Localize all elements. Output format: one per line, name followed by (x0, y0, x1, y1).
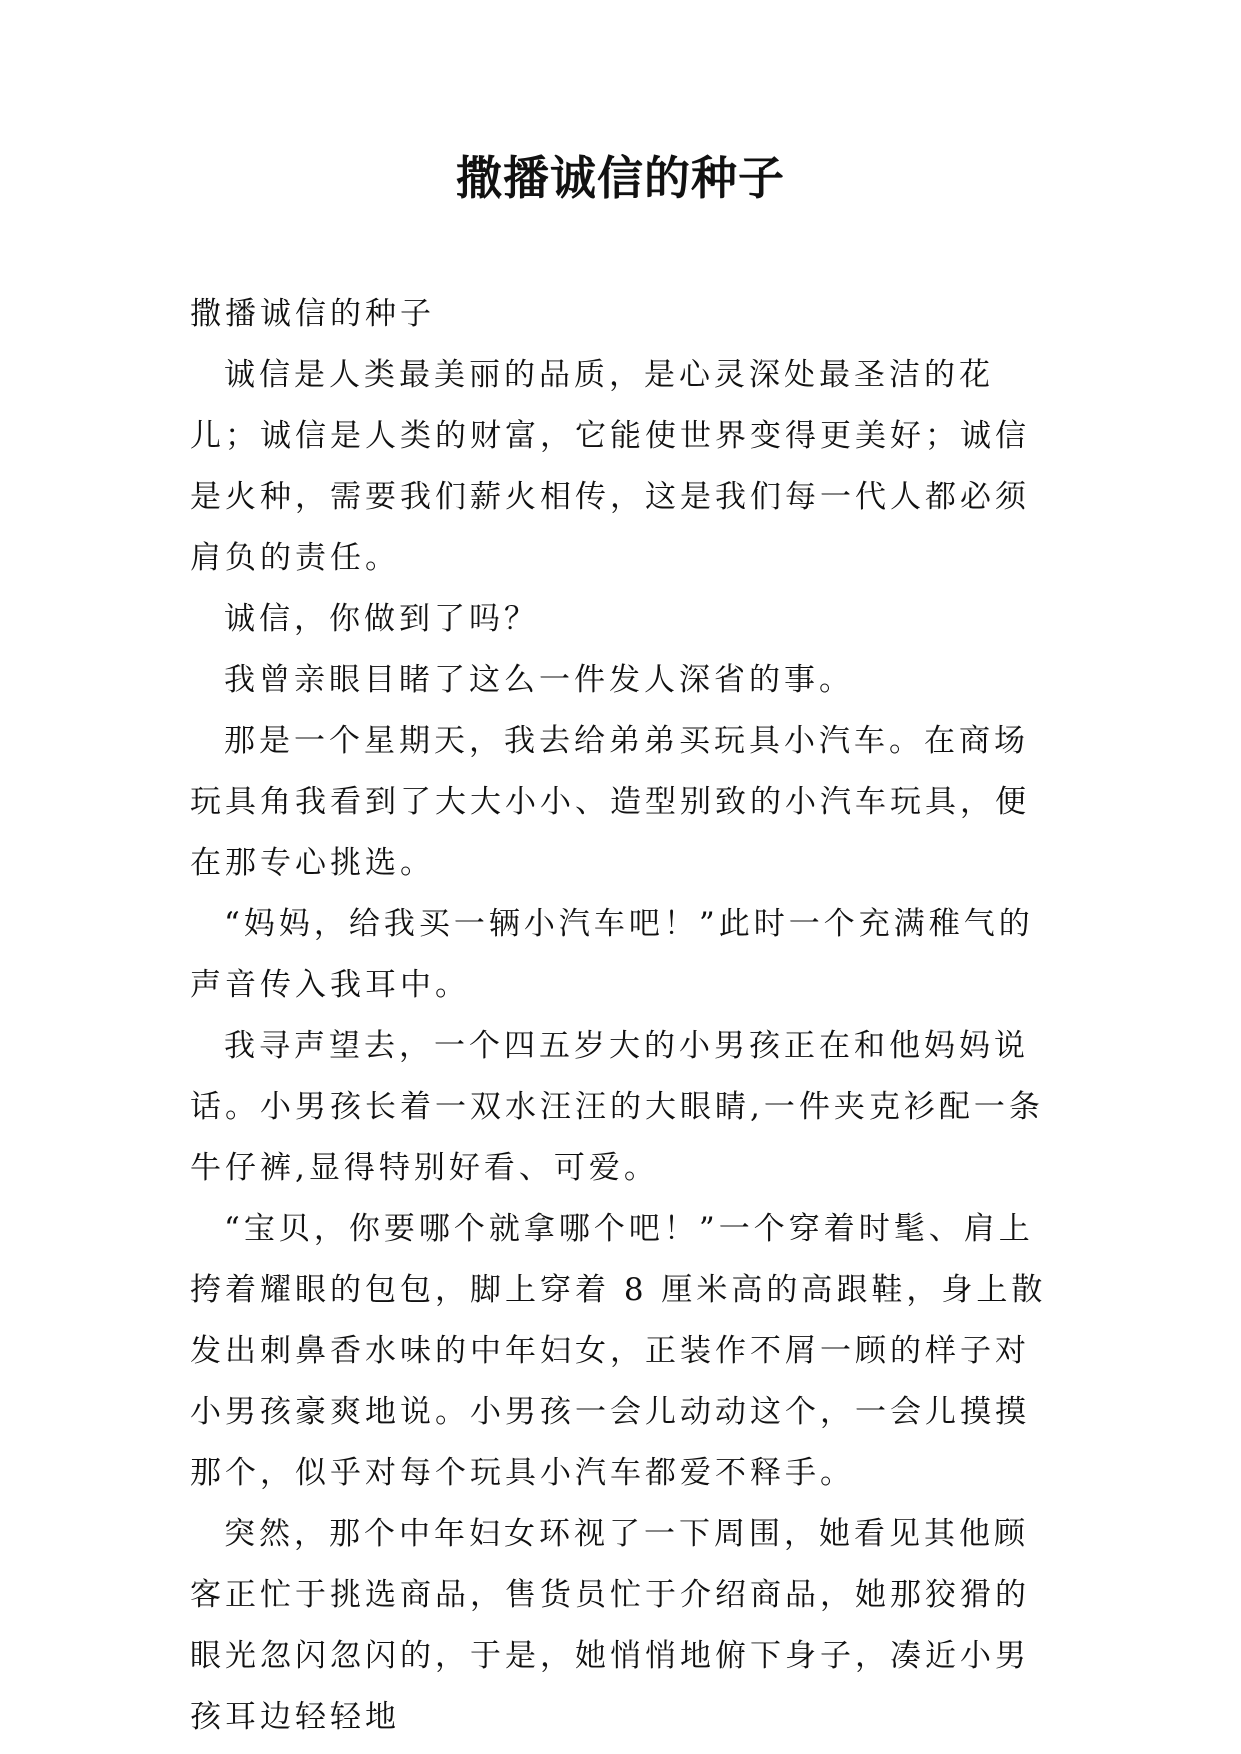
document-title: 撒播诚信的种子 (456, 151, 785, 205)
document-body (190, 284, 1050, 1748)
paragraph: 那是一个星期天，我去给弟弟买玩具小汽车。在商场玩具角我看到了大大小小、造型别致的小汽车玩具，便在那专心挑选。 (190, 723, 1030, 881)
paragraph: 诚信是人类最美丽的品质，是心灵深处最圣洁的花儿；诚信是人类的财富，它能使世界变得更美好；诚信是火种，需要我们薪火相传，这是我们每一代人都必须肩负的责任。 (190, 357, 1030, 576)
paragraph: 我曾亲眼目睹了这么一件发人深省的事。 (224, 662, 854, 698)
paragraph: 我寻声望去，一个四五岁大的小男孩正在和他妈妈说话。小男孩长着一双水汪汪的大眼睛,一件夹克衫配一条牛仔裤,显得特别好看、可爱。 (190, 1028, 1044, 1186)
paragraph: “宝贝，你要哪个就拿哪个吧！”一个穿着时髦、肩上挎着耀眼的包包，脚上穿着 8 厘米高的高跟鞋，身上散发出刺鼻香水味的中年妇女，正装作不屑一顾的样子对小男孩豪爽地说。小男孩一会儿动动这个，一会儿摸摸那个，似乎对每个玩具小汽车都爱不释手。 (190, 1211, 1047, 1491)
paragraph: 撒播诚信的种子 (190, 296, 435, 332)
paragraph: 突然，那个中年妇女环视了一下周围，她看见其他顾客正忙于挑选商品，售货员忙于介绍商品，她那狡猾的眼光忽闪忽闪的，于是，她悄悄地俯下身子，凑近小男孩耳边轻轻地 (190, 1516, 1030, 1735)
paragraph: “妈妈，给我买一辆小汽车吧！”此时一个充满稚气的声音传入我耳中。 (190, 906, 1034, 1003)
paragraph: 诚信，你做到了吗？ (224, 601, 539, 637)
